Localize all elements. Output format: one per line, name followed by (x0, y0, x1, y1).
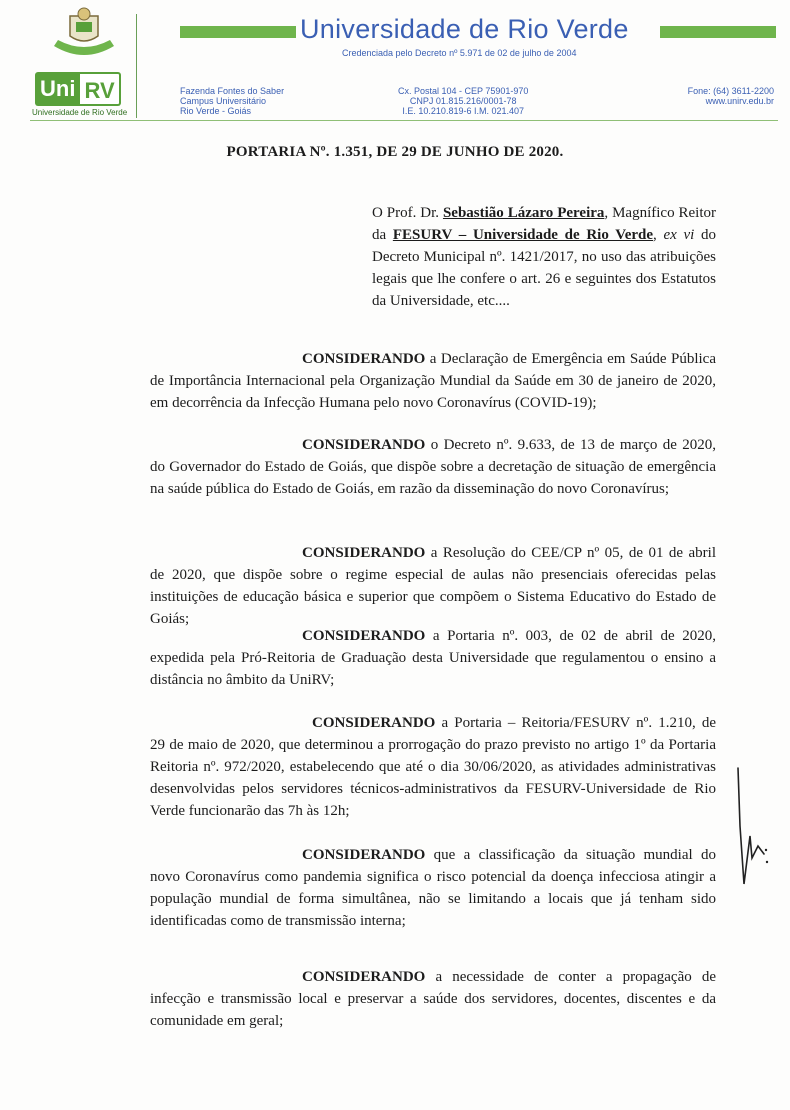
unirv-logo (35, 72, 121, 106)
intro-text: do Decreto Municipal nº. 1421/2017, no uso das atribuições legais que lhe confere o art. 26 e seguintes dos Estatutos da Universidade, etc.... (372, 227, 717, 309)
latin-phrase: ex vi (663, 227, 695, 243)
intro-paragraph (372, 202, 716, 312)
handwritten-initials (730, 766, 770, 890)
considerando-label: CONSIDERANDO (302, 351, 426, 367)
considerando-paragraph (150, 844, 716, 932)
intro-text: , Magnífico Reitor da (372, 205, 716, 243)
address-line: CNPJ 01.815.216/0001-78 (409, 96, 517, 106)
logo-rv-text: RV (80, 72, 120, 106)
intro-text: , (653, 227, 664, 243)
university-crest-logo (46, 6, 122, 60)
paragraph-text: que a classificação da situação mundial do novo Coronavírus como pandemia significa o risco potencial da doença infecciosa atingir a população mundial de forma simultânea, não se limitando a locais que já tenham sido identificadas como de transmissão interna; (150, 847, 716, 929)
paragraph-text: a Portaria – Reitoria/FESURV nº. 1.210, de 29 de maio de 2020, que determinou a prorrogação do prazo previsto no artigo 1º da Portaria Reitoria nº. 972/2020, estabelecendo que até o dia 30/06/2020, as atividades administrativas desenvolvidas pelos servidores técnicos-administrativos da FESURV-Universidade de Rio Verde funcionarão das 7h às 12h; (150, 715, 716, 819)
address-line: Campus Universitário (180, 96, 267, 106)
considerando-label: CONSIDERANDO (302, 628, 426, 644)
address-line: Cx. Postal 104 - CEP 75901-970 (398, 86, 529, 96)
address-block-left (180, 86, 284, 116)
header-band-left (180, 26, 296, 38)
considerando-paragraph (150, 625, 716, 691)
phone-text: Fone: (64) 3611-2200 (687, 86, 774, 96)
intro-text: O Prof. Dr. (372, 205, 443, 221)
paragraph-text: a Portaria nº. 003, de 02 de abril de 2020, expedida pela Pró-Reitoria de Graduação desta Universidade que regulamentou o ensino a distância no âmbito da UniRV; (150, 628, 716, 688)
paragraph-text: o Decreto nº. 9.633, de 13 de março de 2020, do Governador do Estado de Goiás, que dispõe sobre a decretação de situação de emergência na saúde pública do Estado de Goiás, em razão da disseminação do novo Coronavírus; (150, 437, 716, 497)
address-line: Fazenda Fontes do Saber (180, 86, 285, 96)
contact-block-right (688, 86, 774, 106)
considerando-paragraph (150, 348, 716, 414)
website-text: www.unirv.edu.br (705, 96, 774, 106)
considerando-paragraph (150, 542, 716, 630)
considerando-paragraph (150, 712, 716, 822)
considerando-paragraph (150, 966, 716, 1032)
rector-name: Sebastião Lázaro Pereira (442, 205, 605, 221)
address-line: Rio Verde - Goiás (180, 106, 252, 116)
considerando-label: CONSIDERANDO (312, 715, 436, 731)
considerando-label: CONSIDERANDO (302, 969, 426, 985)
considerando-label: CONSIDERANDO (302, 437, 426, 453)
logo-subtitle: Universidade de Rio Verde (32, 108, 128, 117)
considerando-paragraph (150, 434, 716, 500)
document-title: PORTARIA Nº. 1.351, DE 29 DE JUNHO DE 2020. (226, 144, 564, 160)
paragraph-text: a Declaração de Emergência em Saúde Pública de Importância Internacional pela Organização Mundial da Saúde em 30 de janeiro de 2020, em decorrência da Infecção Humana pelo novo Coronavírus (COVID-19); (150, 351, 716, 411)
address-line: I.E. 10.210.819-6 I.M. 021.407 (402, 106, 524, 116)
header-band-right (660, 26, 776, 38)
header-rule (30, 120, 778, 121)
accreditation-text: Credenciada pelo Decreto nº 5.971 de 02 de julho de 2004 (342, 48, 577, 58)
address-block-middle (398, 86, 528, 116)
institution-name: FESURV – Universidade de Rio Verde (392, 227, 654, 243)
header-divider (136, 14, 137, 118)
university-name: Universidade de Rio Verde (300, 14, 629, 44)
paragraph-text: a Resolução do CEE/CP nº 05, de 01 de abril de 2020, que dispõe sobre o regime especial de aulas não presenciais oferecidas pelas instituições de educação básica e superior que compõem o Sistema Educativo do Estado de Goiás; (150, 545, 716, 627)
logo-uni-text: Uni (35, 72, 80, 106)
considerando-label: CONSIDERANDO (302, 847, 426, 863)
considerando-label: CONSIDERANDO (302, 545, 426, 561)
paragraph-text: a necessidade de conter a propagação de infecção e transmissão local e preservar a saúde dos servidores, docentes, discentes e da comunidade em geral; (150, 969, 716, 1029)
